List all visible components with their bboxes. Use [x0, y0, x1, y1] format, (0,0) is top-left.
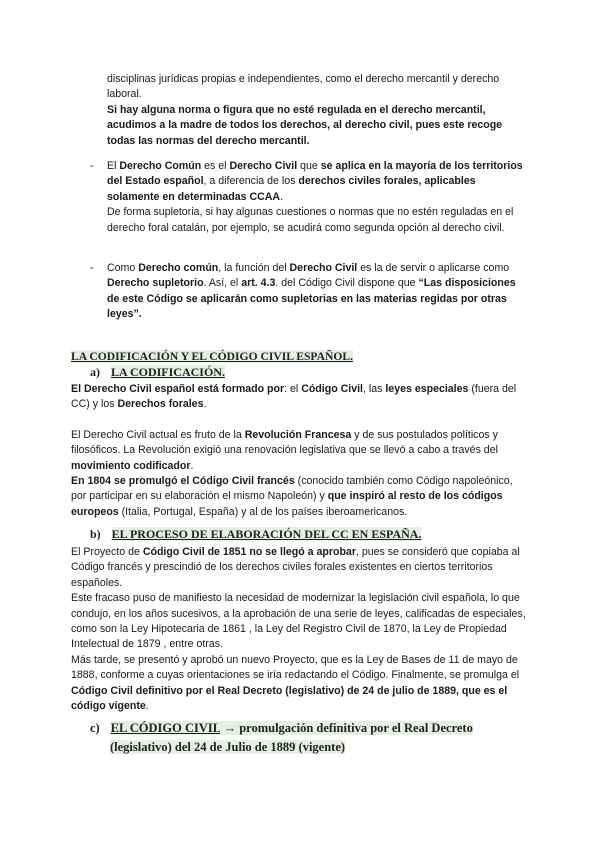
heading-b-title: EL PROCESO DE ELABORACIÓN DEL CC EN ESPAÑA.: [111, 527, 422, 541]
section-a-paragraph-1: El Derecho Civil español está formado por: el Código Civil, las leyes especiales (fuera del CC) y los Derechos forales.: [71, 383, 517, 411]
bullet-dash: -: [90, 262, 94, 274]
bullet-dash: -: [90, 160, 94, 172]
section-b-paragraph-1: El Proyecto de Código Civil de 1851 no se llegó a aprobar, pues se consideró que copiaba al Código francés y prescindió de los derechos civiles forales existentes en ciertos territorios españoles.: [71, 546, 520, 589]
bullet-derecho-supletorio: [90, 261, 530, 323]
heading-a-letter: a): [90, 365, 100, 379]
bullet-1-text: El Derecho Común es el Derecho Civil que se aplica en la mayoría de los territorios del Estado español, a diferencia de los derechos civiles forales, aplicables solamente en determinadas CCAA.: [107, 160, 523, 203]
section-a-paragraph-2: El Derecho Civil actual es fruto de la Revolución Francesa y de sus postulados políticos y filosóficos. La Revolución exigió una renovación legislativa que se llevó a cabo a través del movimiento codificador.: [71, 428, 498, 472]
bullet-derecho-comun: [90, 159, 530, 236]
intro-line-2: laboral.: [107, 88, 142, 101]
heading-c-title: EL CÓDIGO CIVIL → promulgación definitiva por el Real Decreto: [110, 721, 473, 735]
section-b-paragraph-3: Más tarde, se presentó y aprobó un nuevo Proyecto, que es la Ley de Bases de 11 de mayo de 1888, conforme a cuyas orientaciones se iría redactando el Código. Finalmente, se promulga el Código Civil definitivo por el Real Decreto (legislativo) de 24 de julio de 1889, que es el código vigente.: [71, 653, 520, 713]
heading-b: [90, 527, 421, 543]
heading-c-letter: c): [90, 721, 100, 735]
section-a-body: [71, 382, 529, 520]
heading-c-title-line-2: (legislativo) del 24 de Julio de 1889 (vigente): [110, 740, 346, 754]
intro-bold-text: Si hay alguna norma o figura que no esté regulada en el derecho mercantil, acudimos a la madre de todos los derechos, al derecho civil, pues este recoge todas las normas del derecho mercantil.: [107, 103, 503, 147]
section-b-paragraph-2: Este fracaso puso de manifiesto la necesidad de modernizar la legislación civil española, lo que condujo, en los años sucesivos, a la aprobación de una serie de leyes, calificadas de especiales, como son la Ley Hipotecaria de 1861 , la Ley del Registro Civil de 1870, la Ley de Propiedad Intelectual de 1879 , entre otras.: [71, 592, 526, 651]
section-b-body: [71, 545, 529, 714]
section-a-paragraph-3: En 1804 se promulgó el Código Civil francés (conocido también como Código napoleónico, por participar en su elaboración el mismo Napoleón) y que inspiró al resto de los códigos europeos (Italia, Portugal, España) y al de los países iberoamericanos.: [71, 475, 513, 518]
intro-paragraph: [107, 72, 532, 149]
heading-b-letter: b): [90, 527, 101, 541]
intro-line-1: disciplinas jurídicas propias e independientes, como el derecho mercantil y derecho: [107, 73, 500, 85]
heading-a: [90, 365, 225, 381]
heading-c: [90, 719, 530, 757]
section-title-text: LA CODIFICACIÓN Y EL CÓDIGO CIVIL ESPAÑOL.: [71, 350, 354, 363]
heading-a-title: LA CODIFICACIÓN.: [110, 365, 225, 379]
bullet-1-supletoria-text: De forma supletoria, si hay algunas cuestiones o normas que no estén reguladas en el derecho foral catalán, por ejemplo, se acudirá como segunda opción al derecho civil.: [107, 206, 514, 234]
bullet-2-text: Como Derecho común, la función del Derecho Civil es la de servir o aplicarse como Derecho supletorio. Así, el art. 4.3. del Código Civil dispone que “Las disposiciones de este Código se aplicarán como supletorias en las materias regidas por otras leyes”.: [107, 262, 516, 321]
section-title: [71, 349, 541, 365]
